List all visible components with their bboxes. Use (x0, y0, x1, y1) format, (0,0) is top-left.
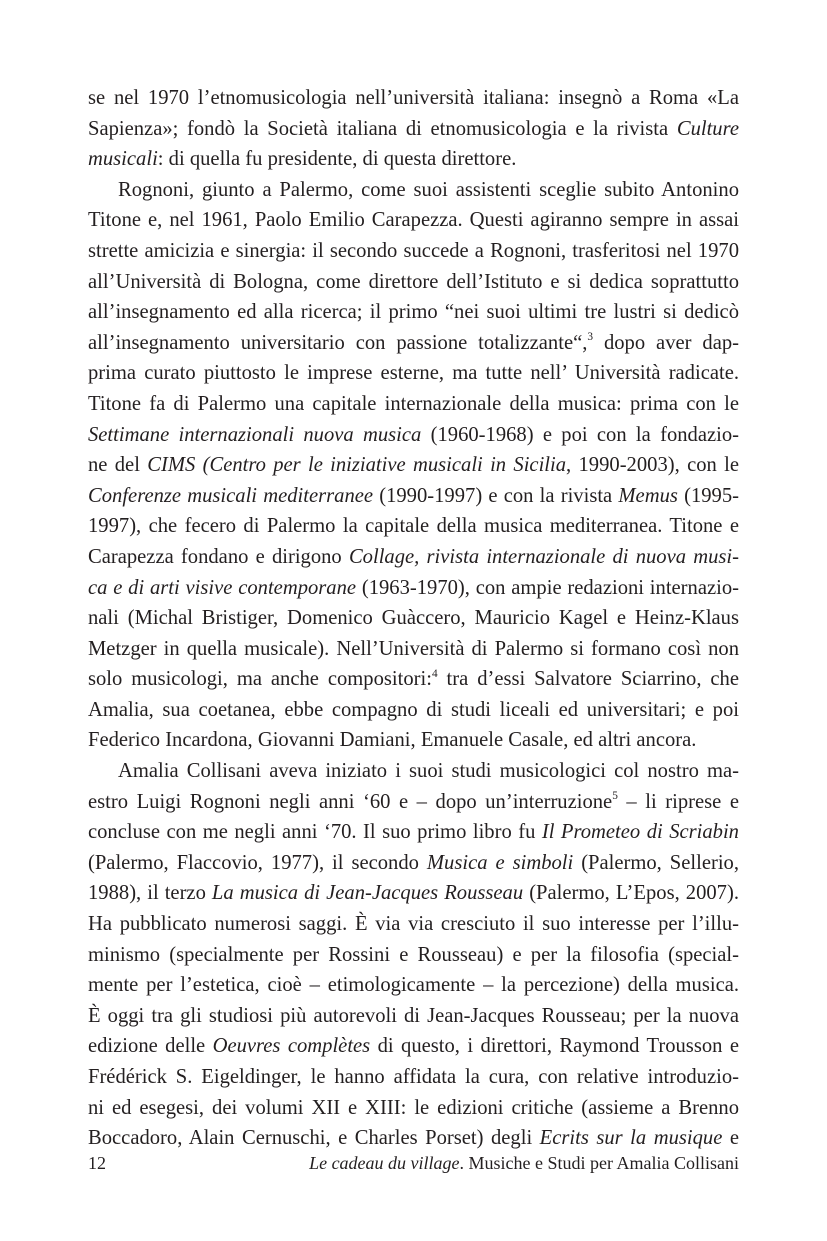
italic-span: La musica di Jean-Jacques Rousseau (211, 882, 524, 905)
text-span: (Palermo, L’Epos, 2007). (523, 882, 739, 905)
text-span: (Palermo, Sellerio, (573, 851, 739, 874)
text-span: (1990-1997) e con la rivista (373, 484, 619, 507)
text-line (88, 114, 739, 145)
text-span: dopo aver dap- (593, 331, 739, 354)
text-line (88, 175, 739, 206)
text-span: – li riprese e (617, 790, 739, 813)
running-title-italic: Le cadeau du village (309, 1153, 460, 1173)
text-span: 1997), che fecero di Palermo la capitale della musica mediterranea. Titone e (88, 515, 739, 538)
text-span: Frédérick S. Eigeldinger, le hanno affidata la cura, con relative introduzio- (88, 1066, 739, 1088)
text-span: nali (Michal Bristiger, Domenico Guàccero, Mauricio Kagel e Heinz-Klaus (88, 607, 739, 630)
text-span: di questo, i direttori, Raymond Trousson e (370, 1035, 739, 1058)
text-line (88, 481, 739, 512)
text-span: Amalia Collisani aveva iniziato i suoi studi musicologici col nostro ma- (118, 760, 739, 783)
text-line (88, 236, 739, 267)
text-line (88, 83, 739, 114)
text-line (88, 144, 739, 175)
footnote-ref: 4 (431, 667, 438, 680)
text-span: Titone fa di Palermo una capitale internazionale della musica: prima con le (88, 392, 739, 415)
text-line (88, 725, 739, 756)
text-span: 1988), il terzo (88, 882, 212, 905)
text-span: strette amicizia e sinergia: il secondo succede a Rognoni, trasferitosi nel 1970 (88, 239, 739, 262)
text-span: ne del (88, 454, 148, 477)
text-line (88, 328, 739, 359)
text-span: all’Università di Bologna, come direttore dell’Istituto e si dedica soprattutto (88, 270, 739, 293)
text-line (88, 909, 739, 940)
text-line (88, 1001, 739, 1032)
italic-span: Ecrits sur la musique (539, 1127, 723, 1150)
text-span: Sapienza»; fondò la Società italiana di etnomusicologia e la rivista (88, 117, 677, 140)
text-line (88, 389, 739, 420)
text-span: concluse con me negli anni ‘70. Il suo primo libro fu (88, 821, 542, 844)
text-span: Ha pubblicato numerosi saggi. È via via cresciuto il suo interesse per l’illu- (88, 913, 739, 936)
text-span: solo musicologi, ma anche compositori: (88, 668, 432, 691)
text-line (88, 542, 739, 573)
text-span: se nel 1970 l’etnomusicologia nell’università italiana: insegnò a Roma «La (88, 87, 739, 109)
text-span: Boccadoro, Alain Cernuschi, e Charles Porset) degli (88, 1127, 540, 1150)
text-line (88, 1123, 739, 1154)
text-line (88, 664, 739, 695)
text-span: edizione delle (88, 1035, 213, 1058)
text-span: (Palermo, Flaccovio, 1977), il secondo (88, 851, 427, 874)
text-span: estro Luigi Rognoni negli anni ‘60 e – dopo un’interruzione (88, 790, 613, 813)
text-line (88, 1062, 739, 1093)
text-line (88, 1031, 739, 1062)
text-span: Rognoni, giunto a Palermo, come suoi assistenti sceglie subito Antonino (118, 178, 739, 201)
text-span: ni ed esegesi, dei volumi XII e XIII: le edizioni critiche (assieme a Brenno (88, 1096, 739, 1119)
text-line (88, 205, 739, 236)
text-span: Metzger in quella musicale). Nell’Università di Palermo si formano così non (88, 637, 739, 660)
page-number: 12 (88, 1153, 106, 1173)
text-span: tra d’essi Salvatore Sciarrino, che (437, 668, 739, 691)
text-span: (1963-1970), con ampie redazioni internazio- (356, 576, 739, 599)
italic-span: Oeuvres complètes (212, 1035, 371, 1058)
text-span: Carapezza fondano e dirigono (88, 545, 349, 568)
text-span: all’insegnamento ed alla ricerca; il primo “nei suoi ultimi tre lustri si dedicò (88, 301, 739, 324)
italic-span: Conferenze musicali mediterranee (88, 484, 374, 507)
text-line (88, 940, 739, 971)
footnote-ref: 3 (587, 331, 594, 344)
text-line (88, 817, 739, 848)
footnote-ref: 5 (612, 790, 618, 803)
text-span: (1960-1968) e poi con la fondazio- (421, 423, 739, 446)
text-span: Amalia, sua coetanea, ebbe compagno di studi liceali ed universitari; e poi (88, 698, 739, 721)
italic-span: ca e di arti visive contemporane (88, 576, 357, 599)
italic-span: Settimane internazionali nuova musica (88, 423, 422, 446)
running-title (309, 1153, 739, 1174)
text-line (88, 573, 739, 604)
text-span: e (722, 1127, 739, 1150)
text-span: (1995- (677, 484, 739, 507)
text-line (88, 450, 739, 481)
text-line (88, 267, 739, 298)
text-span: prima curato piuttosto le imprese esterne, ma tutte nell’ Università radicate. (88, 362, 739, 385)
text-span: , 1990-2003), con le (566, 454, 739, 477)
text-line (88, 511, 739, 542)
text-line (88, 603, 739, 634)
text-span: minismo (specialmente per Rossini e Rousseau) e per la filosofia (special- (88, 943, 739, 966)
text-line (88, 970, 739, 1001)
running-title-rest: . Musiche e Studi per Amalia Collisani (459, 1153, 739, 1173)
text-line (88, 358, 739, 389)
text-span: È oggi tra gli studiosi più autorevoli di Jean-Jacques Rousseau; per la nuova (88, 1004, 739, 1027)
text-line (88, 297, 739, 328)
text-span: : di quella fu presidente, di questa direttore. (157, 148, 517, 171)
text-line (88, 878, 739, 909)
text-line (88, 1093, 739, 1124)
italic-span: musicali (88, 148, 158, 171)
italic-span: Collage, rivista internazionale di nuova musi- (348, 545, 739, 568)
italic-span: Culture (676, 117, 739, 140)
text-line (88, 787, 739, 818)
italic-span: Musica e simboli (426, 851, 574, 874)
text-span: Federico Incardona, Giovanni Damiani, Emanuele Casale, ed altri ancora. (88, 729, 697, 752)
text-span: Titone e, nel 1961, Paolo Emilio Carapezza. Questi agiranno sempre in assai (88, 209, 739, 232)
italic-span: Memus (618, 484, 678, 507)
text-line (88, 848, 739, 879)
italic-span: Il Prometeo di Scriabin (541, 821, 739, 844)
text-span: mente per l’estetica, cioè – etimologicamente – la percezione) della musica. (88, 974, 739, 997)
text-line (88, 420, 739, 451)
italic-span: CIMS (Centro per le iniziative musicali in Sicilia (147, 454, 567, 477)
body-text (88, 83, 739, 1154)
text-line (88, 634, 739, 665)
text-line (88, 756, 739, 787)
text-span: all’insegnamento universitario con passione totalizzante“, (88, 331, 588, 354)
text-line (88, 695, 739, 726)
